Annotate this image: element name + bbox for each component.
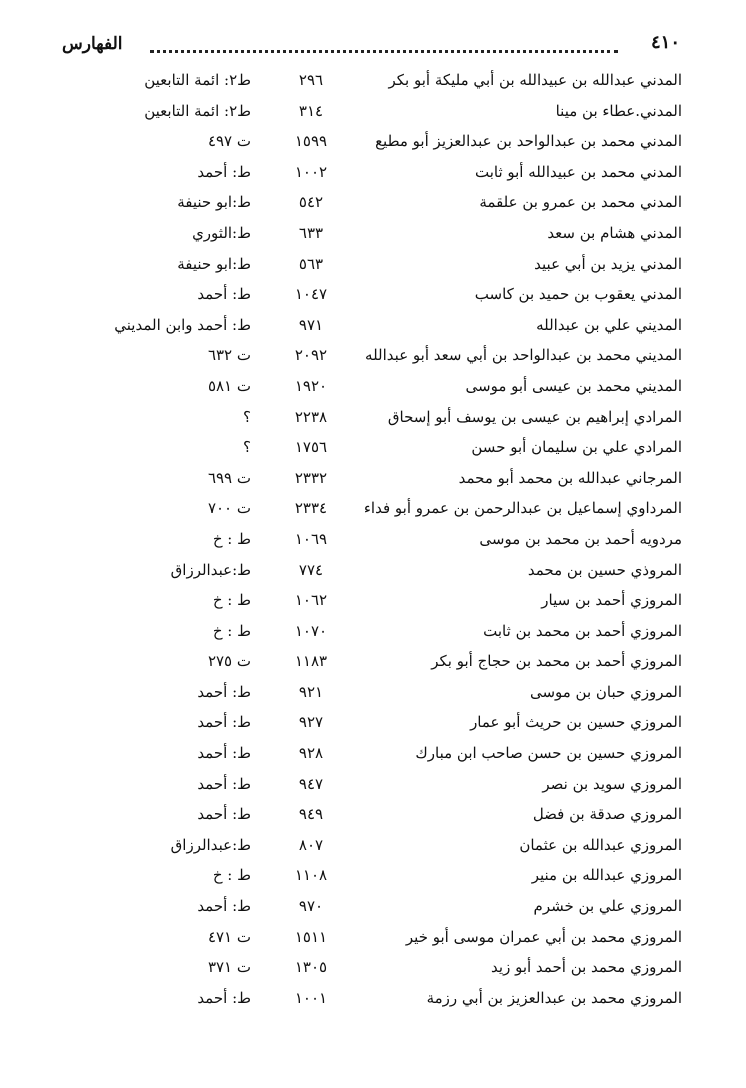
entry-name: المروزي محمد بن عبدالعزيز بن أبي رزمة [426, 988, 682, 1007]
entry-number: ٣١٤ [298, 101, 324, 120]
entry-name: المروزي عبدالله بن منير [531, 866, 682, 885]
entry-number: ١١٠٨ [294, 866, 328, 885]
index-row [0, 158, 746, 189]
entry-name: المدني هشام بن سعد [547, 223, 682, 242]
entry-name: المدني محمد بن عبيدالله أبو ثابت [474, 162, 682, 181]
entry-note: ؟ [243, 438, 251, 457]
page-number: ٤١٠ [650, 32, 680, 53]
entry-note: ط: أحمد [197, 682, 251, 701]
entry-number: ٦٣٣ [298, 223, 324, 242]
entry-number: ١٠٦٢ [294, 591, 328, 610]
index-row [0, 97, 746, 128]
entry-number: ١٥٩٩ [294, 132, 328, 151]
index-row [0, 403, 746, 434]
index-row [0, 892, 746, 923]
entry-note: ط: أحمد [197, 897, 251, 916]
index-row [0, 556, 746, 587]
entry-name: المرداوي إسماعيل بن عبدالرحمن بن عمرو أبو فداء [363, 499, 682, 518]
entry-note: ط:ابو حنيفة [177, 254, 251, 273]
entry-name: المروزي حسين بن حريث أبو عمار [470, 713, 682, 732]
entry-name: المرادي إبراهيم بن عيسى بن يوسف أبو إسحاق [387, 407, 682, 426]
entry-number: ٨٠٧ [298, 835, 324, 854]
entry-note: ط: أحمد [197, 774, 251, 793]
entry-note: ط : خ [212, 529, 251, 548]
entry-note: ت ٤٧١ [207, 927, 251, 946]
index-row [0, 984, 746, 1015]
entry-name: المروزي علي بن خشرم [533, 897, 682, 916]
entry-note: ط:عبدالرزاق [170, 835, 251, 854]
entry-name: المدني محمد بن عبدالواحد بن عبدالعزيز أبو مطيع [375, 132, 682, 151]
entry-number: ٩٧١ [298, 315, 324, 334]
index-row [0, 647, 746, 678]
index-row [0, 494, 746, 525]
entry-name: المروذي حسين بن محمد [527, 560, 682, 579]
entry-note: ط: أحمد [197, 744, 251, 763]
entry-note: ط:ابو حنيفة [177, 193, 251, 212]
entry-name: المروزي أحمد بن محمد بن حجاج أبو بكر [431, 652, 682, 671]
entry-number: ١٠٠٢ [294, 162, 328, 181]
entry-name: مردويه أحمد بن محمد بن موسى [479, 529, 682, 548]
entry-note: ت ٧٠٠ [207, 499, 251, 518]
index-row [0, 311, 746, 342]
entry-name: المدني يزيد بن أبي عبيد [534, 254, 682, 273]
entry-number: ١٣٠٥ [294, 958, 328, 977]
entry-number: ٩٢١ [298, 682, 324, 701]
entry-note: ط: أحمد [197, 988, 251, 1007]
entry-number: ١١٨٣ [294, 652, 328, 671]
entry-name: المروزي محمد بن أحمد أبو زيد [491, 958, 682, 977]
entry-number: ٢٢٣٨ [294, 407, 328, 426]
entry-name: المديني محمد بن عبدالواحد بن أبي سعد أبو عبدالله [365, 346, 682, 365]
entry-number: ١٥١١ [294, 927, 328, 946]
entry-name: المدني يعقوب بن حميد بن كاسب [474, 285, 682, 304]
entry-note: ط٢: ائمة التابعين [144, 71, 251, 89]
entry-note: ت ٥٨١ [207, 376, 251, 395]
entry-name: المروزي حبان بن موسى [529, 682, 682, 701]
index-row [0, 433, 746, 464]
entry-number: ٧٧٤ [298, 560, 324, 579]
index-row [0, 739, 746, 770]
entry-note: ت ٤٩٧ [207, 132, 251, 151]
entry-number: ٢٩٦ [298, 71, 324, 89]
entry-name: المديني علي بن عبدالله [536, 315, 682, 334]
entry-name: المروزي محمد بن أبي عمران موسى أبو خير [405, 927, 682, 946]
section-title: الفهارس [62, 34, 123, 54]
entry-name: المدني محمد بن عمرو بن علقمة [479, 193, 682, 212]
index-row [0, 188, 746, 219]
index-row [0, 586, 746, 617]
index-row [0, 923, 746, 954]
entry-number: ٩٤٩ [298, 805, 324, 824]
index-row [0, 770, 746, 801]
entry-number: ٥٦٣ [298, 254, 324, 273]
entry-note: ت ٢٧٥ [207, 652, 251, 671]
entry-note: ط: أحمد [197, 162, 251, 181]
entry-number: ١٠٠١ [294, 988, 328, 1007]
entry-number: ٩٧٠ [298, 897, 324, 916]
entry-name: المروزي سويد بن نصر [542, 774, 682, 793]
entry-name: المدني عبدالله بن عبيدالله بن أبي مليكة أبو بكر [388, 71, 682, 89]
entry-name: المروزي أحمد بن سيار [541, 591, 682, 610]
entry-number: ٢٣٣٤ [294, 499, 328, 518]
entry-note: ت ٦٣٢ [207, 346, 251, 365]
entry-number: ٢٣٣٢ [294, 468, 328, 487]
entry-name: المروزي عبدالله بن عثمان [519, 835, 682, 854]
index-table [0, 66, 746, 1014]
index-row [0, 708, 746, 739]
index-row [0, 617, 746, 648]
index-row [0, 341, 746, 372]
entry-note: ط:عبدالرزاق [170, 560, 251, 579]
entry-name: المدني.عطاء بن مينا [555, 101, 682, 120]
entry-note: ط: أحمد [197, 713, 251, 732]
entry-number: ٩٤٧ [298, 774, 324, 793]
entry-note: ط٢: ائمة التابعين [144, 101, 251, 120]
entry-number: ٩٢٧ [298, 713, 324, 732]
entry-name: المرادي علي بن سليمان أبو حسن [471, 438, 682, 457]
index-row [0, 678, 746, 709]
page-header [62, 30, 680, 66]
dotted-leader [150, 50, 618, 53]
index-row [0, 372, 746, 403]
index-row [0, 219, 746, 250]
index-row [0, 127, 746, 158]
entry-name: المديني محمد بن عيسى أبو موسى [465, 376, 682, 395]
entry-note: ط : خ [212, 621, 251, 640]
entry-note: ط: أحمد [197, 805, 251, 824]
entry-note: ط:الثوري [192, 223, 251, 242]
entry-number: ١٧٥٦ [294, 438, 328, 457]
index-row [0, 861, 746, 892]
entry-name: المروزي حسين بن حسن صاحب ابن مبارك [415, 744, 682, 763]
entry-note: ط : خ [212, 866, 251, 885]
index-row [0, 831, 746, 862]
entry-note: ط: أحمد وابن المديني [114, 315, 251, 334]
index-row [0, 464, 746, 495]
index-row [0, 953, 746, 984]
entry-number: ٢٠٩٢ [294, 346, 328, 365]
entry-number: ١٠٤٧ [294, 285, 328, 304]
entry-note: ط: أحمد [197, 285, 251, 304]
index-row [0, 66, 746, 97]
entry-name: المروزي صدقة بن فضل [532, 805, 682, 824]
entry-note: ؟ [243, 407, 251, 426]
index-row [0, 250, 746, 281]
index-row [0, 800, 746, 831]
entry-number: ١٠٧٠ [294, 621, 328, 640]
entry-note: ط : خ [212, 591, 251, 610]
index-row [0, 525, 746, 556]
entry-name: المروزي أحمد بن محمد بن ثابت [483, 621, 682, 640]
entry-number: ٩٢٨ [298, 744, 324, 763]
entry-note: ت ٣٧١ [207, 958, 251, 977]
entry-note: ت ٦٩٩ [207, 468, 251, 487]
entry-number: ١٩٢٠ [294, 376, 328, 395]
entry-name: المرجاني عبدالله بن محمد أبو محمد [458, 468, 682, 487]
index-row [0, 280, 746, 311]
entry-number: ١٠٦٩ [294, 529, 328, 548]
entry-number: ٥٤٢ [298, 193, 324, 212]
